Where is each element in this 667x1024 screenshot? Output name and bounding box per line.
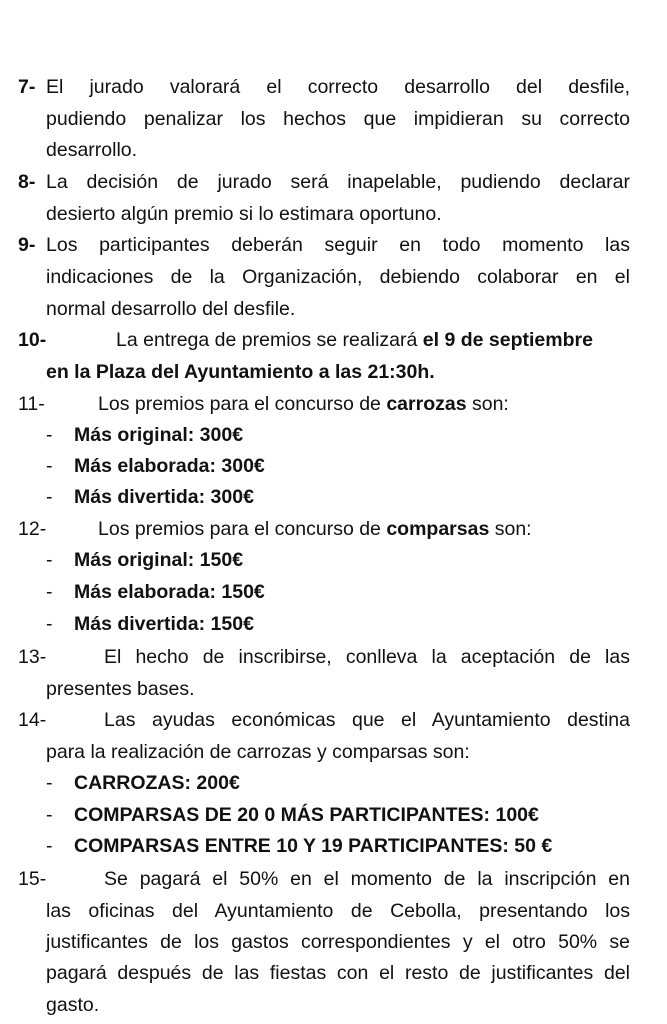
aid-comparsas-10-19: COMPARSAS ENTRE 10 Y 19 PARTICIPANTES: 50 € [74, 835, 553, 857]
item-9-line-1: Los participantes deberán seguir en todo momento las [46, 234, 630, 256]
item-10-text: La entrega de premios se realizará [116, 329, 418, 351]
bullet-dash: - [46, 835, 53, 857]
item-9-line-3: normal desarrollo del desfile. [46, 298, 296, 320]
item-13-line-1: El hecho de inscribirse, conlleva la aceptación de las [104, 646, 630, 668]
item-14-number: 14- [18, 709, 47, 731]
item-12-line-1 [98, 514, 532, 544]
item-7-line-2: pudiendo penalizar los hechos que impidieran su correcto [46, 108, 630, 130]
carrozas-prize-1: Más original: 300€ [74, 424, 244, 446]
item-8-line-1: La decisión de jurado será inapelable, pudiendo declarar [46, 171, 630, 193]
bullet-dash: - [46, 581, 53, 603]
item-13-number: 13- [18, 646, 47, 668]
item-11-number: 11- [18, 393, 45, 415]
item-7-line-3: desarrollo. [46, 139, 138, 161]
carrozas-prize-2: Más elaborada: 300€ [74, 455, 265, 477]
comparsas-prize-2: Más elaborada: 150€ [74, 581, 265, 603]
item-14-line-1: Las ayudas económicas que el Ayuntamiento destina [104, 709, 630, 731]
item-12-number: 12- [18, 518, 47, 540]
item-15-line-3: justificantes de los gastos correspondientes y el otro 50% se [46, 931, 630, 953]
item-10-date: el 9 de septiembre [422, 329, 593, 351]
item-12-text: Los premios para el concurso de [98, 518, 381, 540]
bullet-dash: - [46, 772, 53, 794]
item-12-tail: son: [494, 518, 532, 540]
comparsas-prize-1: Más original: 150€ [74, 549, 244, 571]
bullet-dash: - [46, 549, 53, 571]
item-15-line-2: las oficinas del Ayuntamiento de Cebolla, presentando los [46, 900, 630, 922]
item-13-line-2: presentes bases. [46, 678, 195, 700]
item-9-number: 9- [18, 234, 36, 256]
item-11-bold: carrozas [386, 393, 467, 415]
item-8-number: 8- [18, 171, 36, 193]
item-11-line-1 [98, 389, 509, 419]
carrozas-prize-3: Más divertida: 300€ [74, 486, 254, 508]
item-15-line-1: Se pagará el 50% en el momento de la inscripción en [104, 868, 630, 890]
item-12-bold: comparsas [386, 518, 490, 540]
item-15-line-5: gasto. [46, 994, 100, 1016]
bullet-dash: - [46, 613, 53, 635]
item-8-line-2: desierto algún premio si lo estimara oportuno. [46, 203, 442, 225]
item-7-line-1: El jurado valorará el correcto desarrollo del desfile, [46, 76, 630, 98]
item-10-line-1 [116, 325, 593, 355]
item-10-line-2: en la Plaza del Ayuntamiento a las 21:30h. [46, 361, 435, 383]
item-10-number: 10- [18, 329, 47, 351]
item-15-number: 15- [18, 868, 47, 890]
comparsas-prize-3: Más divertida: 150€ [74, 613, 254, 635]
bullet-dash: - [46, 424, 53, 446]
item-7-number: 7- [18, 76, 36, 98]
aid-carrozas: CARROZAS: 200€ [74, 772, 240, 794]
item-15-line-4: pagará después de las fiestas con el resto de justificantes del [46, 962, 630, 984]
item-14-line-2: para la realización de carrozas y comparsas son: [46, 741, 470, 763]
bullet-dash: - [46, 455, 53, 477]
bullet-dash: - [46, 486, 53, 508]
item-11-text: Los premios para el concurso de [98, 393, 381, 415]
aid-comparsas-20: COMPARSAS DE 20 0 MÁS PARTICIPANTES: 100€ [74, 804, 539, 826]
item-11-tail: son: [471, 393, 509, 415]
item-9-line-2: indicaciones de la Organización, debiendo colaborar en el [46, 266, 630, 288]
bullet-dash: - [46, 804, 53, 826]
